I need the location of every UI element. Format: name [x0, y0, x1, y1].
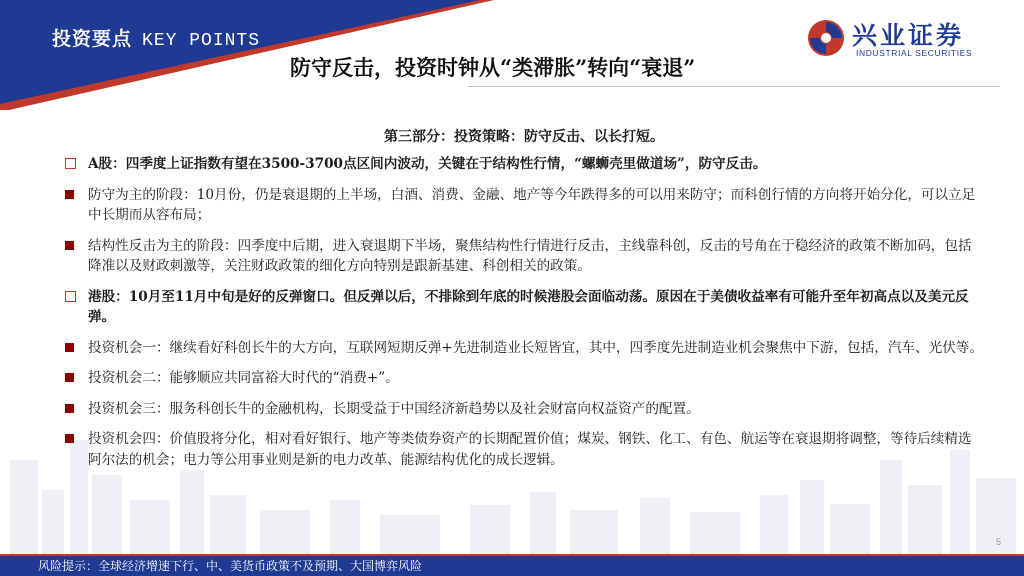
- section-tag-en: KEY POINTS: [142, 31, 261, 51]
- logo-name-cn: 兴业证券: [852, 21, 965, 50]
- key-point-hk-stocks: [64, 287, 984, 328]
- solid-square-bullet-icon: [65, 241, 74, 250]
- page-number: 5: [996, 537, 1002, 547]
- solid-square-bullet-icon: [65, 190, 74, 199]
- logo-emblem-icon: [806, 17, 846, 59]
- sub-point: [64, 368, 984, 389]
- company-logo: [806, 14, 1012, 62]
- section-tag: [52, 24, 260, 51]
- sub-point: [64, 185, 984, 226]
- sub-point-text: 投资机会二：能够顺应共同富裕大时代的“消费+”。: [88, 370, 399, 386]
- sub-point-text: 投资机会四：价值股将分化，相对看好银行、地产等类债券资产的长期配置价值；煤炭、钢铁、化工、有色、航运等在衰退期将调整，等待后续精选阿尔法的机会；电力等公用事业则是新的电力改革、能源结构优化的成长逻辑。: [88, 431, 972, 468]
- sub-point-text: 投资机会一：继续看好科创长牛的大方向，互联网短期反弹+先进制造业长短皆宜，其中，四季度先进制造业机会聚焦中下游，包括，汽车、光伏等。: [88, 339, 983, 356]
- sub-point-text: 结构性反击为主的阶段：四季度中后期，进入衰退期下半场，聚焦结构性行情进行反击，主线靠科创，反击的号角在于稳经济的政策不断加码，包括降准以及财政刺激等，关注财政政策的细化方向特别是跟新基建、科创相关的政策。: [88, 237, 972, 274]
- key-point-text: A股：四季度上证指数有望在3500-3700点区间内波动，关键在于结构性行情，“螺蛳壳里做道场”，防守反击。: [88, 156, 767, 172]
- hollow-square-bullet-icon: [65, 291, 76, 302]
- key-point-a-share: [64, 154, 984, 175]
- main-content: [64, 126, 984, 480]
- sub-point-text: 防守为主的阶段：10月份，仍是衰退期的上半场，白酒、消费、金融、地产等今年跌得多的可以用来防守；而科创行情的方向将开始分化，可以立足中长期而从容布局；: [88, 186, 976, 223]
- sub-point-text: 投资机会三：服务科创长牛的金融机构，长期受益于中国经济新趋势以及社会财富向权益资产的配置。: [88, 400, 700, 417]
- logo-name-en: INDUSTRIAL SECURITIES: [856, 48, 973, 58]
- sub-point: [64, 338, 984, 359]
- page-title: 防守反击，投资时钟从“类滞胀”转向“衰退”: [290, 55, 696, 80]
- hollow-square-bullet-icon: [65, 158, 76, 169]
- solid-square-bullet-icon: [65, 404, 74, 413]
- section-tag-cn: 投资要点: [52, 28, 133, 50]
- sub-point: [64, 429, 984, 470]
- title-divider: [468, 86, 1000, 87]
- solid-square-bullet-icon: [65, 434, 74, 443]
- solid-square-bullet-icon: [65, 373, 74, 382]
- strategy-subtitle: 第三部分：投资策略：防守反击、以长打短。: [384, 129, 664, 145]
- sub-point: [64, 236, 984, 277]
- sub-point: [64, 399, 984, 420]
- risk-disclaimer: 风险提示：全球经济增速下行、中、美货币政策不及预期、大国博弈风险: [38, 559, 423, 573]
- key-point-text: 港股：10月至11月中旬是好的反弹窗口。但反弹以后，不排除到年底的时候港股会面临动荡。原因在于美债收益率有可能升至年初高点以及美元反弹。: [88, 288, 969, 325]
- solid-square-bullet-icon: [65, 343, 74, 352]
